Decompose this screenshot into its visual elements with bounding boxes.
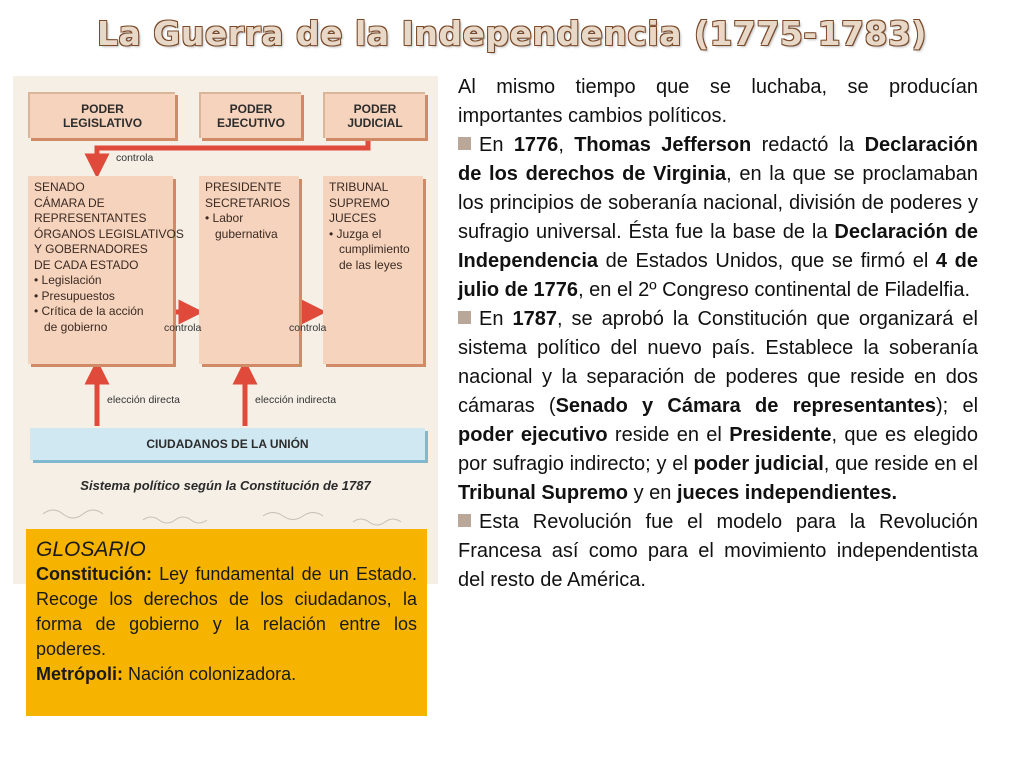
text-run: , — [558, 134, 575, 156]
judicial-line: de las leyes — [329, 257, 403, 272]
intro-paragraph: Al mismo tiempo que se luchaba, se producían importantes cambios políticos. — [458, 76, 978, 127]
legislativo-line: CÁMARA DE — [34, 195, 105, 210]
poder-legislativo-label: PODER LEGISLATIVO — [62, 102, 143, 130]
presidente-term: Presidente — [729, 424, 832, 446]
text-run: En — [479, 134, 514, 156]
text-run: , se aprobó la Constitución que organizará el sistema político del nuevo país. Establece la soberanía nacional y la separación de poderes que reside en dos cámaras ( — [458, 308, 978, 417]
text-run: Esta Revolución fue el modelo para la Revolución Francesa así como para el movimiento independentista del resto de América. — [458, 511, 978, 591]
poder-judicial-box — [323, 92, 425, 138]
bullet-revolucion — [458, 508, 978, 595]
ejecutivo-line: PRESIDENTE — [205, 180, 282, 194]
ejecutivo-detail-box — [199, 176, 299, 364]
text-run: de Estados Unidos, que se firmó el — [598, 250, 936, 272]
year-1787: 1787 — [512, 308, 557, 330]
legislativo-line: REPRESENTANTES — [34, 211, 147, 225]
ciudadanos-box: CIUDADANOS DE LA UNIÓN — [30, 428, 425, 460]
page-title: La Guerra de la Independencia (1775-1783) — [96, 14, 928, 53]
glosario-term-constitucion: Constitución: — [36, 564, 152, 584]
legislativo-line: • Crítica de la acción — [34, 304, 144, 318]
controla-label-left: controla — [164, 322, 202, 334]
legislativo-line: de gobierno — [34, 319, 108, 334]
ejecutivo-line: gubernativa — [205, 226, 278, 241]
eleccion-indirecta-label: elección indirecta — [255, 394, 337, 406]
main-text — [458, 73, 978, 595]
judicial-line: JUECES — [329, 211, 377, 225]
political-system-diagram — [13, 76, 438, 584]
ejecutivo-line: • Labor — [205, 211, 244, 225]
jueces-term: jueces independientes. — [676, 482, 898, 504]
glosario-title: GLOSARIO — [36, 538, 146, 561]
poder-judicial-term: poder judicial — [693, 453, 824, 475]
text-run: y en — [628, 482, 677, 504]
poder-legislativo-box — [28, 92, 175, 138]
controla-label-right: controla — [289, 322, 327, 334]
glosario-box — [26, 529, 427, 716]
camaras: Senado y Cámara de representantes — [555, 395, 936, 417]
legislativo-line: SENADO — [34, 180, 85, 194]
glosario-term-metropoli: Metrópoli: — [36, 664, 123, 684]
text-run: redactó la — [751, 134, 865, 156]
legislativo-line: • Presupuestos — [34, 288, 115, 303]
text-run: , en la que se proclamaban los principios de soberanía nacional, división de poderes y sufragio universal. Ésta fue la base de la — [458, 163, 978, 243]
controla-label-top: controla — [116, 152, 154, 164]
judicial-line: • Juzga el — [329, 226, 382, 241]
declaracion-virginia: Declaración de los derechos de Virginia — [458, 134, 978, 185]
legislativo-line: ÓRGANOS LEGISLATIVOS — [34, 226, 184, 241]
bullet-1787 — [458, 305, 978, 508]
poder-judicial-label: PODER JUDICIAL — [347, 102, 403, 130]
text-run: , en el 2º Congreso continental de Filadelfia. — [578, 279, 971, 301]
diagram-caption: Sistema político según la Constitución de 1787 — [80, 478, 371, 493]
declaracion-independencia: Declaración de Independencia — [458, 221, 978, 272]
eleccion-directa-label: elección directa — [107, 394, 180, 406]
text-run: reside en el — [607, 424, 730, 446]
jefferson-name: Thomas Jefferson — [574, 134, 752, 156]
legislativo-line: Y GOBERNADORES — [34, 242, 148, 256]
text-run: En — [479, 308, 513, 330]
judicial-detail-box — [323, 176, 423, 364]
ejecutivo-line: SECRETARIOS — [205, 195, 291, 210]
text-run: , que reside en el — [823, 453, 978, 475]
glosario-def-constitucion: Ley fundamental de un Estado. Recoge los derechos de los ciudadanos, la forma de gobierno y la relación entre los poderes. — [36, 564, 417, 659]
tribunal-supremo-term: Tribunal Supremo — [458, 482, 629, 504]
glosario-def-metropoli: Nación colonizadora. — [123, 664, 297, 684]
poder-ejecutivo-label: PODER EJECUTIVO — [216, 102, 285, 130]
square-bullet-icon — [458, 311, 471, 324]
judicial-line: SUPREMO — [329, 195, 390, 210]
bullet-1776 — [458, 131, 978, 305]
poder-ejecutivo-box — [199, 92, 301, 138]
fecha-independencia: 4 de julio de 1776 — [458, 250, 978, 301]
square-bullet-icon — [458, 514, 471, 527]
year-1776: 1776 — [513, 134, 559, 156]
judicial-line: cumplimiento — [329, 242, 410, 256]
square-bullet-icon — [458, 137, 471, 150]
text-run: ); el — [936, 395, 979, 417]
legislativo-line: • Legislación — [34, 273, 102, 287]
poder-ejecutivo-term: poder ejecutivo — [458, 424, 608, 446]
judicial-line: TRIBUNAL — [329, 180, 389, 194]
legislativo-line: DE CADA ESTADO — [34, 257, 139, 272]
text-run: , que es elegido por sufragio indirecto; y el — [458, 424, 979, 475]
